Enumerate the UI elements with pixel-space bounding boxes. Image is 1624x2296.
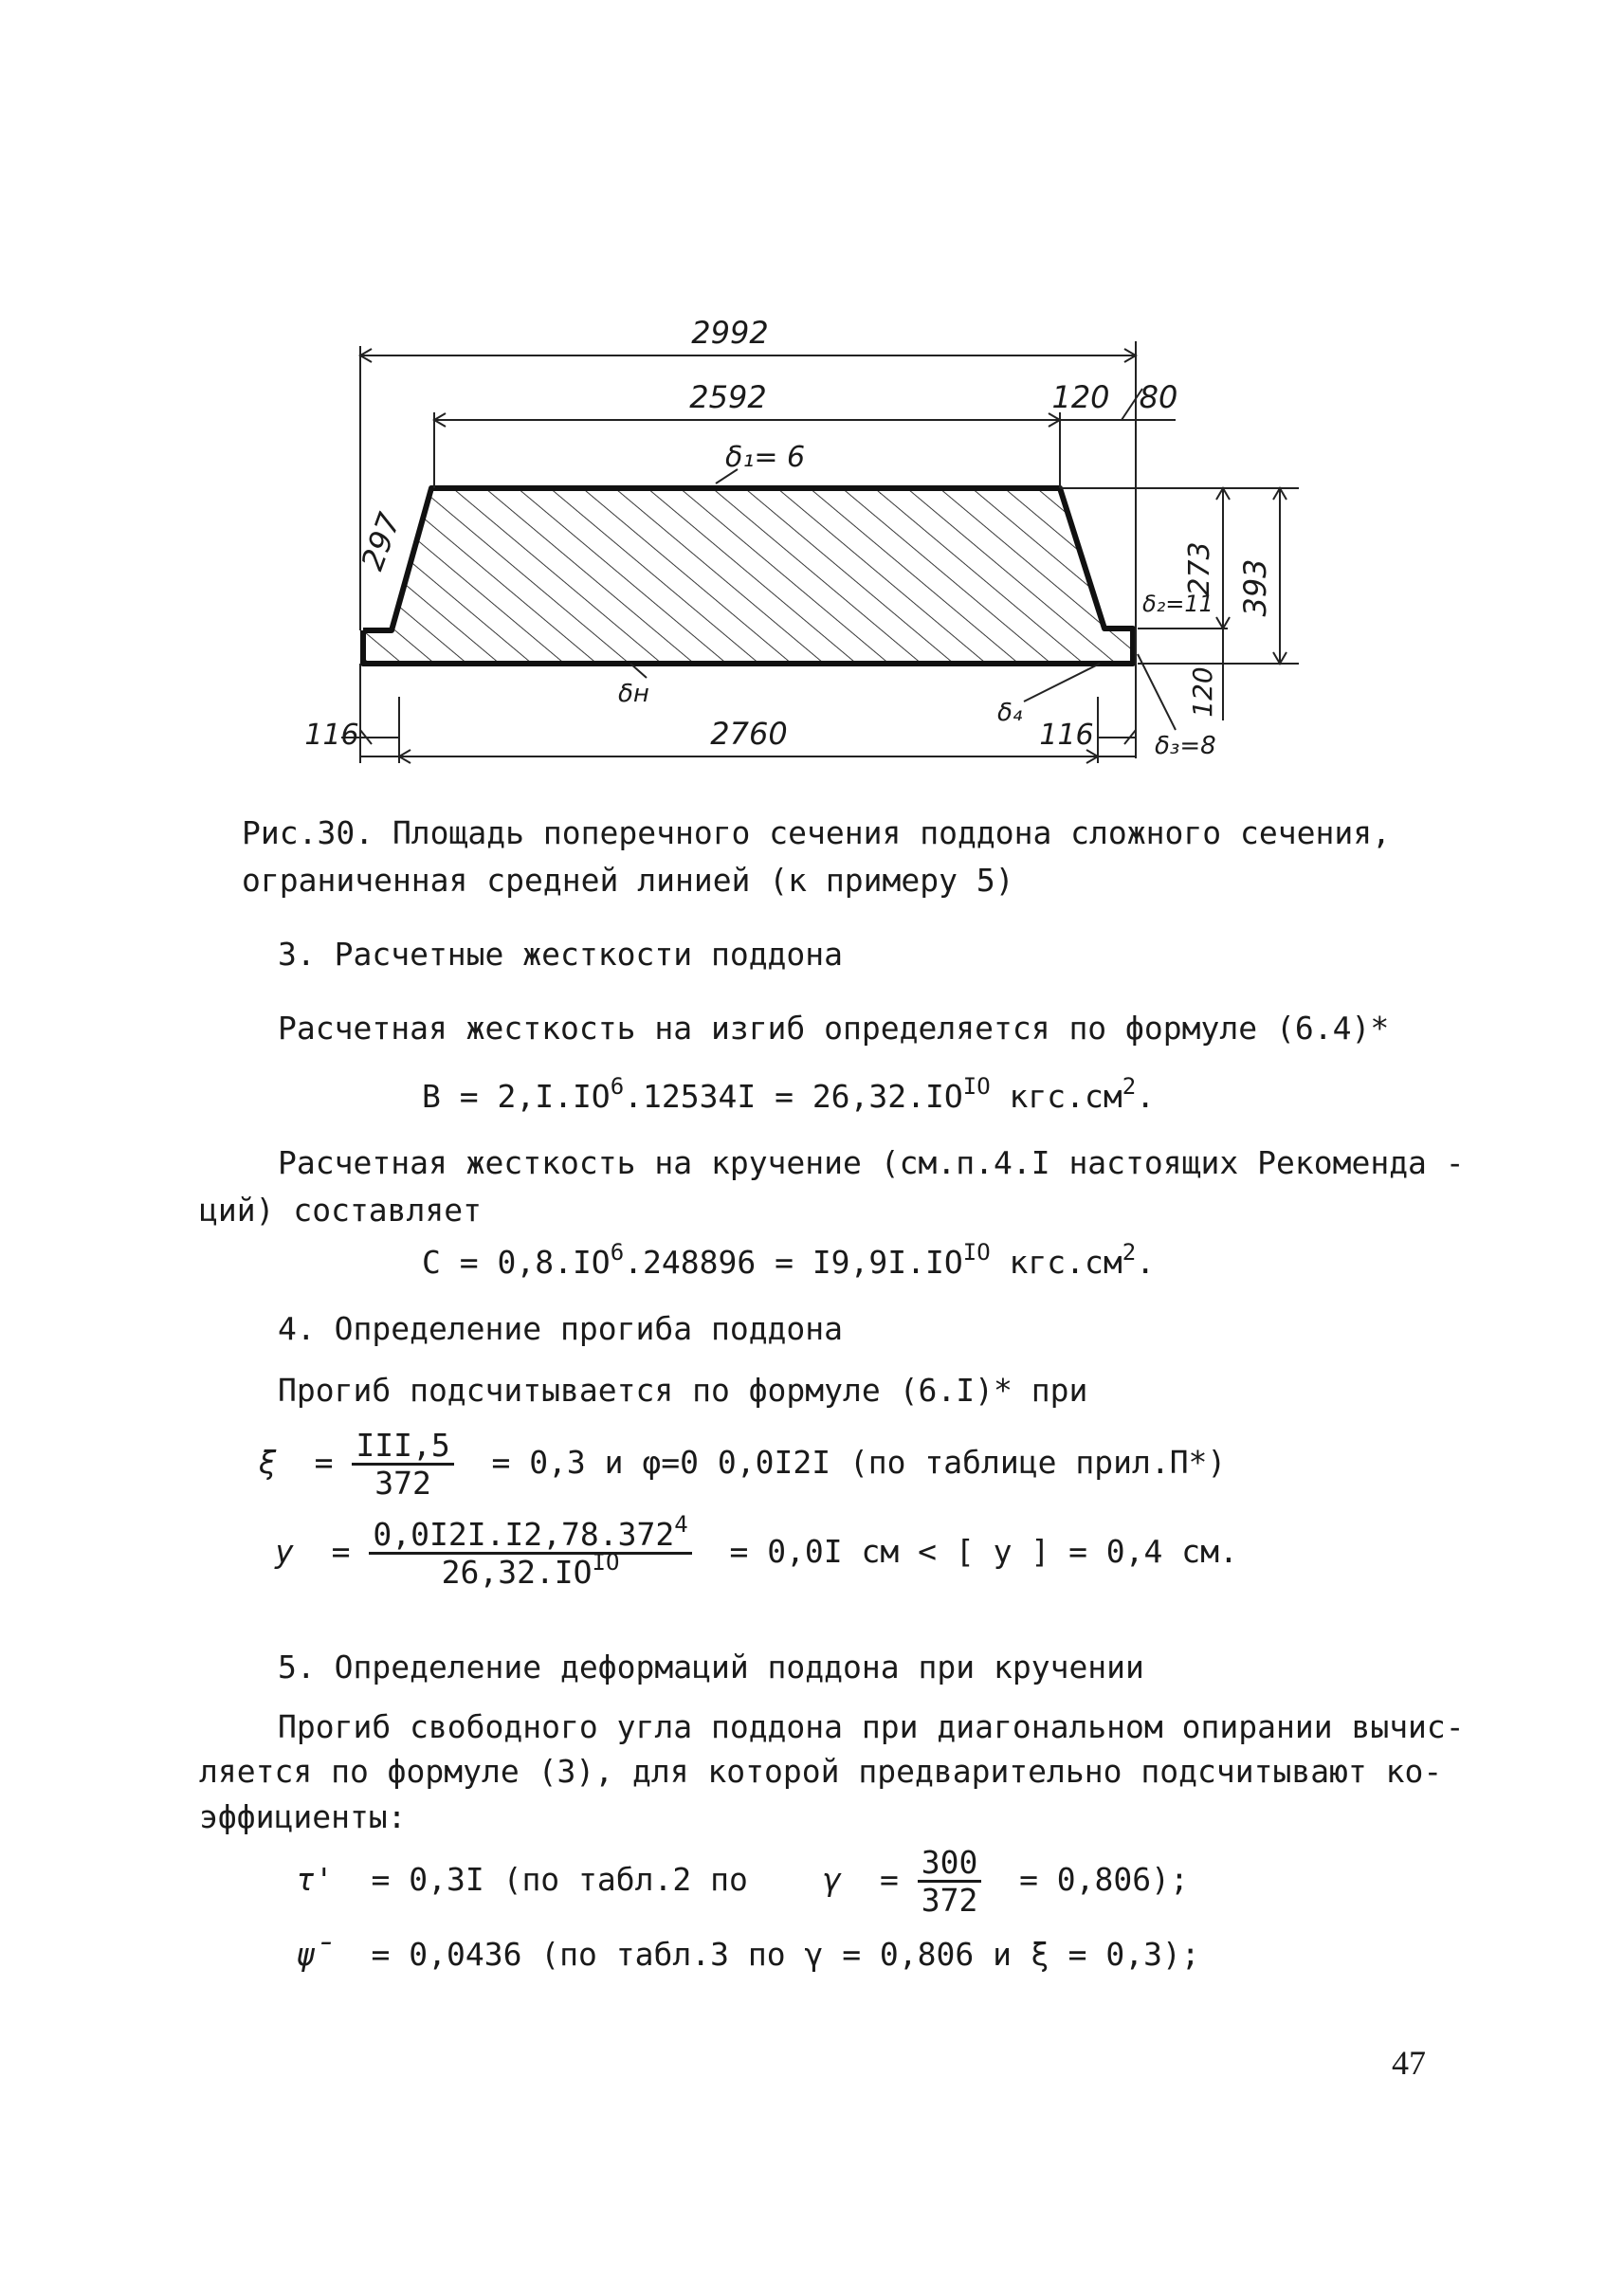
thickness-t1-label: δ₁= 6 — [725, 441, 806, 474]
thickness-t3-label: δ₃=8 — [1155, 732, 1216, 760]
section-3-paragraph-2-line-1: Расчетная жесткость на кручение (см.п.4.I настоящих Рекоменда - — [278, 1144, 1465, 1181]
section-5-paragraph-line-1: Прогиб свободного угла поддона при диагональном опирании вычис- — [278, 1708, 1465, 1745]
formula-torsion-stiffness: $C = 0,8.IO^6.248896 = I9,9I.IO^{IO}$ $кгс.см^2$. — [422, 1239, 1156, 1281]
formula-psi: ψ̄ = 0,0436 (по табл.3 по γ = 0,806 и ξ = 0,3); — [296, 1936, 1200, 1973]
formula-bending-stiffness: $B = 2,I.IO^6.12534I = 26,32.IO^{IO}$ $кгс.см^2$. — [422, 1073, 1156, 1115]
dim-inner-height-label: 273 — [1183, 541, 1216, 596]
thickness-t2-label: δ₂=11 — [1142, 591, 1213, 617]
dim-right-flange-label: 116 — [1039, 719, 1094, 752]
fraction-gamma: $\frac{300}{372}$ — [918, 1847, 982, 1916]
formula-tau: τ' = 0,3I (по табл.2 по γ = $\frac{300}{372}$ = 0,806); — [296, 1844, 1189, 1919]
section-4-paragraph-1: Прогиб подсчитывается по формуле (6.I)* при — [278, 1372, 1088, 1409]
fraction-deflection: $\frac{0,0I2I.I2,78.372^4}{26,32.IO^{IO}}$ — [369, 1519, 691, 1588]
dim-flange-height-label: 120 — [1187, 666, 1218, 718]
section-5-paragraph-line-2: ляется по формуле (3), для которой предварительно подсчитывают ко- — [199, 1753, 1443, 1790]
figure-caption-line-1: Рис.30. Площадь поперечного сечения поддона сложного сечения, — [242, 814, 1391, 851]
thickness-tn-label: δн — [618, 680, 649, 708]
dim-offset-b-label: 80 — [1139, 379, 1178, 415]
page-number: 47 — [1392, 2044, 1426, 2082]
section-5-heading: 5. Определение деформаций поддона при кручении — [278, 1649, 1144, 1686]
section-hatch-fill — [363, 488, 1133, 664]
section-3-paragraph-2-line-2: ций) составляет — [199, 1192, 483, 1229]
cross-section-figure — [0, 0, 1624, 787]
fraction-xi: $\frac{\text{III,5}}{372}$ — [352, 1430, 453, 1499]
formula-xi: ξ = $\frac{\text{III,5}}{372}$ = 0,3 и φ=0 0,0I2I (по таблице прил.П*) — [258, 1427, 1227, 1502]
figure-caption-line-2: ограниченная средней линией (к примеру 5) — [242, 862, 1014, 899]
dim-bottom-width-label: 2760 — [710, 716, 788, 752]
dim-total-width-label: 2992 — [691, 315, 769, 351]
section-4-heading: 4. Определение прогиба поддона — [278, 1310, 844, 1347]
section-5-paragraph-line-3: эффициенты: — [199, 1798, 407, 1835]
dim-slant-label: 297 — [354, 508, 408, 575]
dim-offset-a-label: 120 — [1051, 379, 1110, 415]
section-3-heading: 3. Расчетные жесткости поддона — [278, 936, 844, 973]
section-3-paragraph-1: Расчетная жесткость на изгиб определяется по формуле (6.4)* — [278, 1010, 1390, 1047]
dim-total-height-label: 393 — [1237, 558, 1273, 617]
thickness-t4-label: δ₄ — [997, 699, 1023, 727]
formula-deflection: y = $\frac{0,0I2I.I2,78.372^4}{26,32.IO^{IO}}$ = 0,0I см < [ y ] = 0,4 см. — [275, 1511, 1238, 1591]
dim-left-flange-label: 116 — [304, 719, 359, 752]
dim-top-width-label: 2592 — [689, 379, 767, 415]
